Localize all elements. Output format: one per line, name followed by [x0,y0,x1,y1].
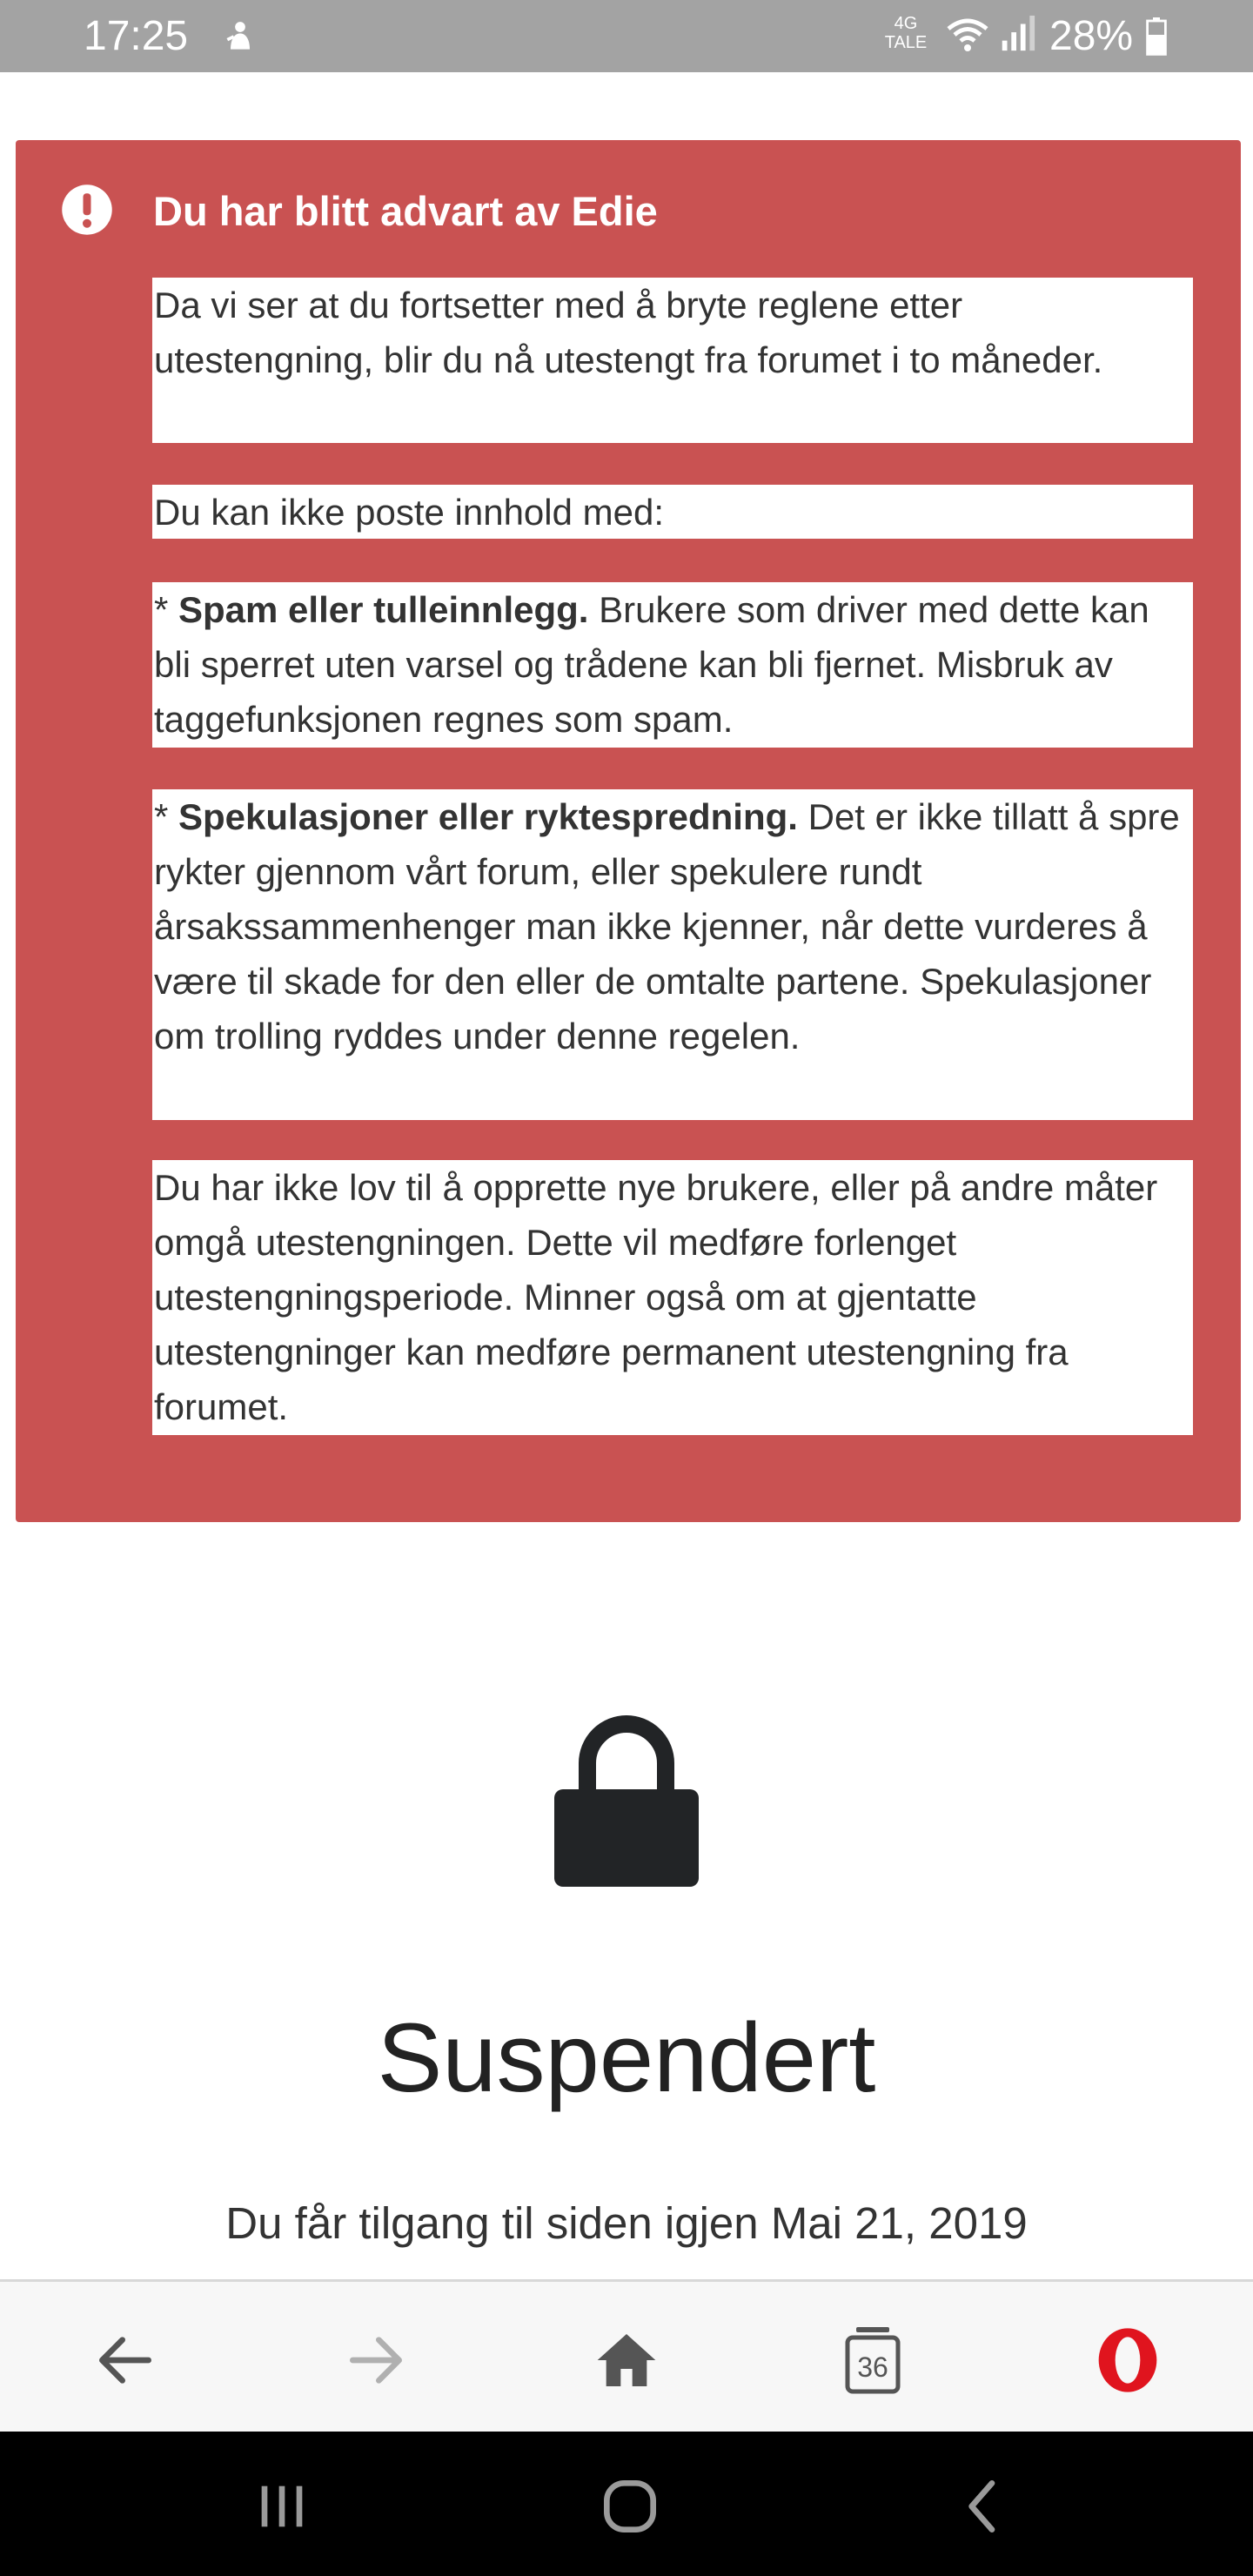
suspended-subtitle: Du får tilgang til siden igjen Mai 21, 2019 [225,2198,1028,2248]
warning-paragraph-text: Da vi ser at du fortsetter med å bryte reglene etter utestengning, blir du nå utestengt fra forumet i to måneder. [154,285,1103,380]
network-type: 4G [894,14,918,33]
notification-icon [221,17,259,56]
rule-title: Spam eller tulleinnlegg. [178,589,589,630]
warning-panel [16,140,1241,1522]
back-chevron-icon[interactable] [948,2472,1018,2541]
home-circle-icon[interactable] [595,2472,665,2541]
home-icon[interactable] [592,2325,661,2395]
tabs-button[interactable] [844,2325,901,2395]
status-bar [0,0,1253,72]
browser-toolbar [0,2279,1253,2432]
tabs-count: 36 [857,2351,888,2383]
suspended-title: Suspendert [377,2003,876,2112]
recents-icon[interactable] [247,2472,317,2541]
warning-paragraph-duration [152,278,1193,443]
rule-spam [152,582,1193,748]
network-subtype: TALE [884,33,928,52]
network-indicator [884,14,928,52]
opera-icon[interactable] [1093,2325,1163,2395]
rule-title: Spekulasjoner eller ryktespredning. [178,796,798,837]
warning-paragraph-evasion [152,1160,1193,1435]
rule-text: Brukere som driver med dette kan bli sperret uten varsel og trådene kan bli fjernet. Misbruk av taggefunksjonen regnes som spam. [154,589,1149,740]
lock-icon [554,1709,699,1887]
signal-icon [997,12,1037,56]
system-navigation-bar [0,2432,1253,2576]
exclamation-icon [61,184,113,236]
back-arrow-icon[interactable] [90,2325,160,2395]
warning-paragraph-text: Du kan ikke poste innhold med: [154,492,665,533]
warning-paragraph-intro [152,485,1193,539]
rule-bullet: * [154,589,179,630]
warning-paragraph-text: Du har ikke lov til å opprette nye brukere, eller på andre måter omgå utestengningen. Dette vil medføre forlenget utestengningsperiode. Minner også om at gjentatte utestengninger kan medføre permanent utestengning fra forumet. [154,1167,1158,1427]
rule-bullet: * [154,796,179,837]
battery-icon [1145,17,1168,56]
forward-arrow-icon[interactable] [341,2325,411,2395]
battery-percent: 28% [1049,13,1134,59]
warning-title: Du har blitt advart av Edie [153,188,658,234]
rule-text: Det er ikke tillatt å spre rykter gjennom vårt forum, eller spekulere rundt årsakssammenhenger man ikke kjenner, når dette vurderes å være til skade for den eller de omtalte partene. Spekulasjoner om trolling ryddes under denne regelen. [154,796,1180,1057]
wifi-icon [945,12,990,56]
status-time: 17:25 [84,13,189,59]
rule-speculation [152,789,1193,1120]
